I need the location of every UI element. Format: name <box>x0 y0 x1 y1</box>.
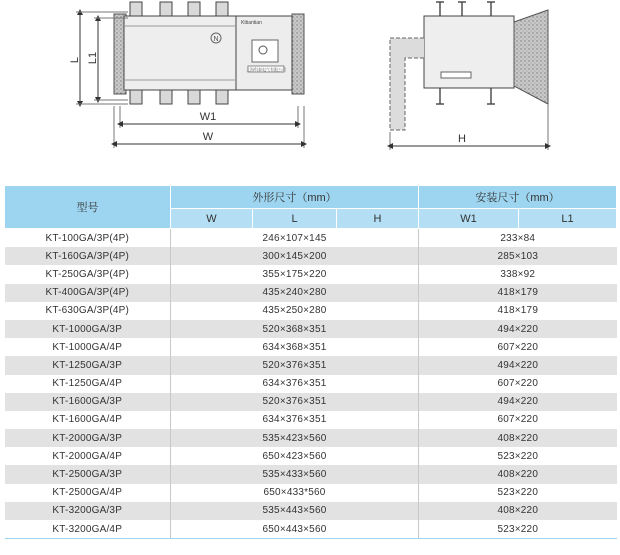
side-window <box>441 72 471 78</box>
cell-outer-size: 634×368×351 <box>171 338 419 356</box>
right-end-plate <box>292 14 304 94</box>
cell-model: KT-2500GA/4P <box>5 484 171 502</box>
cell-install-size: 418×179 <box>419 302 617 320</box>
dim-label-l1: L1 <box>87 51 99 65</box>
front-view <box>69 2 304 148</box>
side-flange <box>514 10 548 104</box>
cell-install-size: 607×220 <box>419 338 617 356</box>
table-row <box>5 520 617 539</box>
cell-outer-size: 535×433×560 <box>171 465 419 483</box>
table-header <box>5 186 617 229</box>
cell-model: KT-2500GA/3P <box>5 465 171 483</box>
header-install-size: 安装尺寸（mm） <box>419 186 617 209</box>
table-row <box>5 411 617 429</box>
cell-outer-size: 520×376×351 <box>171 356 419 374</box>
spec-table <box>4 185 617 539</box>
cell-install-size: 408×220 <box>419 502 617 520</box>
cell-model: KT-2000GA/4P <box>5 447 171 465</box>
cell-install-size: 494×220 <box>419 393 617 411</box>
cell-outer-size: 535×423×560 <box>171 429 419 447</box>
cell-model: KT-1600GA/3P <box>5 393 171 411</box>
cell-model: KT-630GA/3P(4P) <box>5 302 171 320</box>
table-row <box>5 338 617 356</box>
table-row <box>5 229 617 248</box>
cell-install-size: 523×220 <box>419 447 617 465</box>
cell-outer-size: 520×368×351 <box>171 320 419 338</box>
table-row <box>5 356 617 374</box>
cell-model: KT-2000GA/3P <box>5 429 171 447</box>
cell-install-size: 523×220 <box>419 484 617 502</box>
device-plate-text: 上海科泰电气有限公司 <box>246 67 286 72</box>
breaker-body <box>124 16 236 90</box>
dim-label-l: L <box>69 56 81 64</box>
table-row <box>5 302 617 320</box>
header-outer-size: 外形尺寸（mm） <box>171 186 419 209</box>
header-w1: W1 <box>419 209 519 229</box>
cell-model: KT-3200GA/4P <box>5 520 171 539</box>
header-l1: L1 <box>519 209 617 229</box>
cell-outer-size: 355×175×220 <box>171 265 419 283</box>
cell-outer-size: 634×376×351 <box>171 375 419 393</box>
cell-install-size: 523×220 <box>419 520 617 539</box>
cell-model: KT-400GA/3P(4P) <box>5 284 171 302</box>
cell-install-size: 338×92 <box>419 265 617 283</box>
table-row <box>5 284 617 302</box>
cell-model: KT-1000GA/4P <box>5 338 171 356</box>
cell-install-size: 408×220 <box>419 429 617 447</box>
cell-model: KT-3200GA/3P <box>5 502 171 520</box>
cell-model: KT-250GA/3P(4P) <box>5 265 171 283</box>
device-brand: Kttiantian <box>241 20 262 26</box>
dimension-drawings <box>0 0 620 185</box>
cell-outer-size: 300×145×200 <box>171 247 419 265</box>
cell-model: KT-1250GA/4P <box>5 375 171 393</box>
header-l: L <box>253 209 337 229</box>
cell-model: KT-160GA/3P(4P) <box>5 247 171 265</box>
cell-outer-size: 650×423×560 <box>171 447 419 465</box>
cell-outer-size: 634×376×351 <box>171 411 419 429</box>
mounting-bracket <box>390 38 424 130</box>
cell-install-size: 233×84 <box>419 229 617 248</box>
cell-model: KT-1250GA/3P <box>5 356 171 374</box>
cell-outer-size: 650×433*560 <box>171 484 419 502</box>
dim-label-w: W <box>202 131 214 143</box>
cell-outer-size: 650×443×560 <box>171 520 419 539</box>
cell-install-size: 607×220 <box>419 375 617 393</box>
header-w: W <box>171 209 253 229</box>
switch-handle-frame <box>252 40 278 62</box>
cell-outer-size: 246×107×145 <box>171 229 419 248</box>
table-row <box>5 447 617 465</box>
cell-outer-size: 520×376×351 <box>171 393 419 411</box>
neutral-mark: N <box>213 36 219 43</box>
cell-model: KT-1600GA/4P <box>5 411 171 429</box>
header-model: 型号 <box>5 186 171 229</box>
table-row <box>5 320 617 338</box>
table-row <box>5 502 617 520</box>
cell-install-size: 494×220 <box>419 356 617 374</box>
cell-outer-size: 535×443×560 <box>171 502 419 520</box>
cell-install-size: 408×220 <box>419 465 617 483</box>
dim-label-w1: W1 <box>199 111 217 123</box>
table-body <box>5 229 617 539</box>
header-h: H <box>337 209 419 229</box>
side-view <box>390 2 548 150</box>
table-row <box>5 484 617 502</box>
cell-outer-size: 435×240×280 <box>171 284 419 302</box>
cell-install-size: 494×220 <box>419 320 617 338</box>
table-row <box>5 375 617 393</box>
table-row <box>5 247 617 265</box>
cell-model: KT-1000GA/3P <box>5 320 171 338</box>
table-row <box>5 265 617 283</box>
cell-model: KT-100GA/3P(4P) <box>5 229 171 248</box>
dim-label-h: H <box>458 133 466 145</box>
table-row <box>5 393 617 411</box>
cell-install-size: 285×103 <box>419 247 617 265</box>
cell-outer-size: 435×250×280 <box>171 302 419 320</box>
table-row <box>5 465 617 483</box>
cell-install-size: 607×220 <box>419 411 617 429</box>
cell-install-size: 418×179 <box>419 284 617 302</box>
table-row <box>5 429 617 447</box>
